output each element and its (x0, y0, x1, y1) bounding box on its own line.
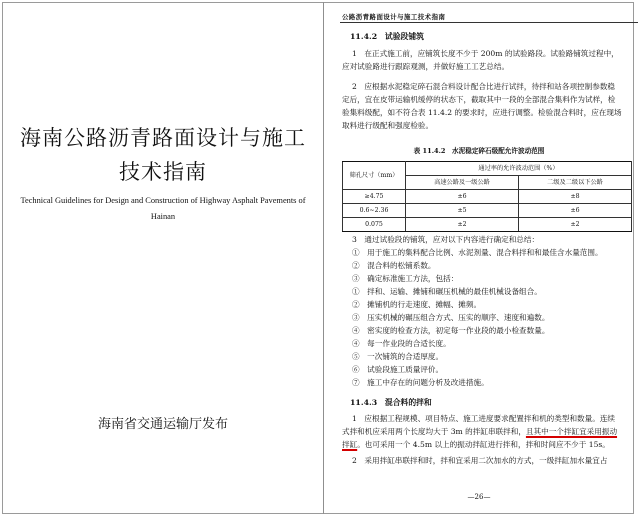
text-run: 。也可采用一个 4.5m 以上的振动拌缸进行拌和，拌和时间应不少于 15s。 (357, 440, 610, 449)
header-rule (340, 22, 638, 23)
paragraph-line: 定后，宜在皮带运输机缓停的状态下，截取其中一段的全部混合集料作为试样，检 (342, 95, 616, 104)
table-caption: 表 11.4.2 水泥稳定碎石级配允许波动范围 (413, 147, 545, 155)
list-item: ④ 每一作业段的合适长度。 (352, 339, 451, 348)
table-cell: ≥4.75 (343, 190, 406, 204)
cover-publisher: 海南省交通运输厅发布 (97, 417, 228, 432)
table-cell: ±6 (519, 204, 632, 218)
list-item: ② 混合料的松铺系数。 (352, 261, 436, 270)
table-header-sieve: 筛孔尺寸（mm） (343, 162, 406, 190)
table-cell: ±2 (519, 218, 632, 232)
paragraph-line (342, 426, 634, 439)
list-item: ③ 压实机械的碾压组合方式、压实的顺序、速度和遍数。 (352, 313, 550, 322)
paragraph-line: 应对试验路进行跟踪观测，并做好施工工艺总结。 (342, 62, 510, 71)
cover-english-title (17, 193, 309, 225)
cover-title-line-1: 海南公路沥青路面设计与施工 (20, 126, 306, 150)
table-header-group: 通过率的允许波动范围（%） (406, 162, 632, 176)
underlined-text: 拌缸 (342, 440, 358, 449)
list-item: ⑤ 一次铺筑的合适厚度。 (352, 352, 444, 361)
table-header-highway: 高速公路及一级公路 (406, 176, 519, 190)
table-cell: ±2 (406, 218, 519, 232)
paragraph-line: 取料进行级配和强度检验。 (342, 121, 434, 130)
paragraph-line: 1 应根据工程规模、项目特点、施工进度要求配置拌和机的类型和数量。连续 (352, 414, 616, 423)
list-item: ④ 密实度的检查方法，初定每一作业段的最小检查数量。 (352, 326, 550, 335)
paragraph-line (342, 439, 634, 452)
table-cell: ±5 (406, 204, 519, 218)
list-item: ② 摊铺机的行走速度、摊幅、摊频。 (352, 300, 482, 309)
table-cell: ±8 (519, 190, 632, 204)
paragraph-line: 1 在正式施工前，应铺筑长度不少于 200m 的试验路段。试验路铺筑过程中， (352, 49, 619, 58)
section-heading-11-4-2: 11.4.2 试验段铺筑 (350, 32, 424, 41)
table-header-secondary: 二级及二级以下公路 (519, 176, 632, 190)
table-cell: ±6 (406, 190, 519, 204)
table-cell: 0.075 (343, 218, 406, 232)
table-cell: 0.6~2.36 (343, 204, 406, 218)
list-item: ⑥ 试验段施工质量评价。 (352, 365, 444, 374)
cover-english-line-2: Hainan (150, 212, 176, 221)
cover-title-line-2: 技术指南 (119, 160, 207, 184)
gradation-table (342, 161, 632, 232)
paragraph-line: 验集料级配，如不符合表 11.4.2 的要求时，应进行调整。检验混合料时，应在现场 (342, 108, 622, 117)
list-item: ③ 确定标准施工方法，包括： (352, 274, 459, 283)
paragraph-line: 3 通过试验段的铺筑，应对以下内容进行确定和总结： (352, 235, 540, 244)
underlined-text: 且其中一个拌缸宜采用振动 (525, 427, 618, 436)
list-item: ① 拌和、运输、摊铺和碾压机械的最佳机械设备组合。 (352, 287, 542, 296)
page-number: —26— (467, 493, 491, 501)
cover-english-line-1: Technical Guidelines for Design and Construction of Highway Asphalt Pavements of (20, 196, 306, 205)
list-item: ① 用于施工的集料配合比例、水泥剂量、混合料拌和和最佳含水量范围。 (352, 248, 603, 257)
paragraph-line: 2 采用拌缸串联拌和时，拌和宜采用二次加水的方式，一级拌缸加水量宜占 (352, 456, 608, 465)
content-page (324, 3, 634, 513)
paragraph-line: 2 应根据水泥稳定碎石混合料设计配合比进行试拌，待拌和站各项控制参数稳 (352, 82, 616, 91)
cover-title (3, 121, 323, 189)
text-run: 式拌和机应采用两个长度均大于 3m 的拌缸串联拌和， (342, 427, 526, 436)
list-item: ⑦ 施工中存在的问题分析及改进措施。 (352, 378, 489, 387)
running-head: 公路沥青路面设计与施工技术指南 (342, 13, 446, 21)
section-heading-11-4-3: 11.4.3 混合料的拌和 (350, 398, 432, 407)
cover-page (3, 3, 323, 513)
